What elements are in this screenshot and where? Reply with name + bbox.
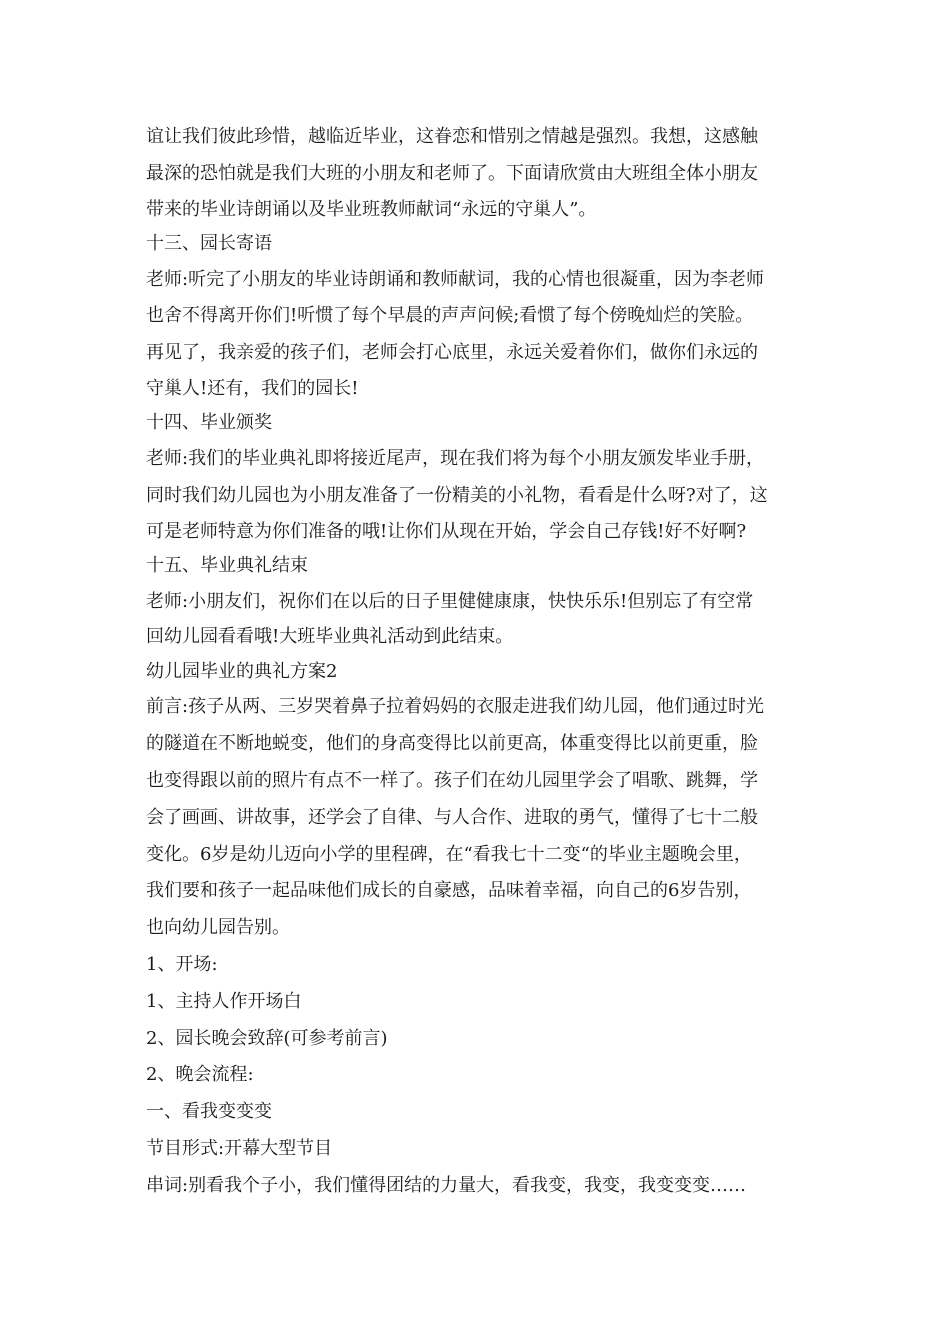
paragraph-line: 也变得跟以前的照片有点不一样了。孩子们在幼儿园里学会了唱歌、跳舞，学 bbox=[146, 769, 758, 791]
section-heading: 十五、毕业典礼结束 bbox=[146, 555, 308, 577]
paragraph-line: 前言:孩子从两、三岁哭着鼻子拉着妈妈的衣服走进我们幼儿园，他们通过时光 bbox=[146, 696, 765, 718]
paragraph-line: 守巢人!还有，我们的园长! bbox=[146, 377, 359, 399]
paragraph-line: 带来的毕业诗朗诵以及毕业班教师献词“永远的守巢人”。 bbox=[146, 198, 597, 220]
paragraph-line: 老师:我们的毕业典礼即将接近尾声，现在我们将为每个小朋友颁发毕业手册， bbox=[146, 447, 765, 469]
paragraph-line: 也舍不得离开你们!听惯了每个早晨的声声问候;看惯了每个傍晚灿烂的笑脸。 bbox=[146, 305, 754, 327]
section-heading: 十四、毕业颁奖 bbox=[146, 412, 272, 434]
paragraph-line: 我们要和孩子一起品味他们成长的自豪感，品味着幸福，向自己的6岁告别， bbox=[146, 880, 752, 902]
paragraph-line: 回幼儿园看看哦!大班毕业典礼活动到此结束。 bbox=[146, 626, 514, 648]
paragraph-line: 节目形式:开幕大型节目 bbox=[146, 1137, 333, 1159]
paragraph-line: 会了画画、讲故事，还学会了自律、与人合作、进取的勇气，懂得了七十二般 bbox=[146, 806, 758, 828]
paragraph-line: 也向幼儿园告别。 bbox=[146, 917, 290, 939]
paragraph-line: 变化。6岁是幼儿迈向小学的里程碑，在“看我七十二变“的毕业主题晚会里， bbox=[146, 843, 752, 865]
paragraph-line: 老师:小朋友们，祝你们在以后的日子里健健康康，快快乐乐!但别忘了有空常 bbox=[146, 590, 754, 612]
paragraph-line: 的隧道在不断地蜕变，他们的身高变得比以前更高，体重变得比以前更重，脸 bbox=[146, 733, 758, 755]
paragraph-line: 再见了，我亲爱的孩子们，老师会打心底里，永远关爱着你们，做你们永远的 bbox=[146, 342, 758, 364]
paragraph-line: 可是老师特意为你们准备的哦!让你们从现在开始，学会自己存钱!好不好啊? bbox=[146, 520, 747, 542]
document-title: 幼儿园毕业的典礼方案2 bbox=[146, 660, 338, 682]
list-item: 2、晚会流程: bbox=[146, 1064, 254, 1086]
list-item: 1、开场: bbox=[146, 953, 218, 975]
section-heading: 一、看我变变变 bbox=[146, 1101, 272, 1123]
paragraph-line: 同时我们幼儿园也为小朋友准备了一份精美的小礼物，看看是什么呀?对了，这 bbox=[146, 484, 768, 506]
section-heading: 十三、园长寄语 bbox=[146, 233, 272, 255]
document-body bbox=[146, 119, 814, 1205]
list-item: 1、主持人作开场白 bbox=[146, 990, 302, 1012]
paragraph-line: 最深的恐怕就是我们大班的小朋友和老师了。下面请欣赏由大班组全体小朋友 bbox=[146, 162, 758, 184]
paragraph-line: 串词:别看我个子小，我们懂得团结的力量大，看我变，我变，我变变变…… bbox=[146, 1174, 747, 1196]
list-item: 2、园长晚会致辞(可参考前言) bbox=[146, 1027, 388, 1049]
paragraph-line: 谊让我们彼此珍惜，越临近毕业，这眷恋和惜别之情越是强烈。我想，这感触 bbox=[146, 126, 758, 147]
paragraph-line: 老师:听完了小朋友的毕业诗朗诵和教师献词，我的心情也很凝重，因为李老师 bbox=[146, 268, 765, 290]
